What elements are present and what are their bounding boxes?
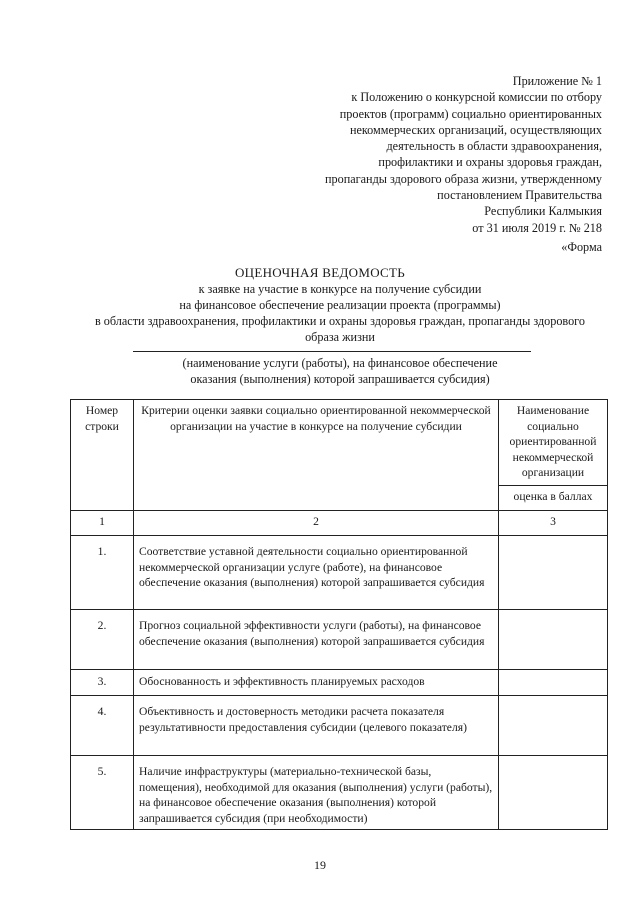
appendix-line: пропаганды здорового образа жизни, утвержденному: [325, 171, 602, 186]
header-organization: Наименование социально ориентированной некоммерческой организации: [499, 400, 608, 486]
criteria-text: Наличие инфраструктуры (материально-технической базы, помещения), необходимой для оказания (выполнения) услуги (работы), на финансовое обеспечение оказания (выполнения) которой запрашивается субсидия (при необходимости): [134, 756, 499, 830]
column-number: 1: [71, 511, 134, 536]
table-row: [71, 610, 608, 670]
row-number: 5.: [71, 756, 134, 830]
header-score: оценка в баллах: [499, 485, 608, 510]
appendix-block: [272, 73, 602, 236]
header-row-number: Номер строки: [71, 400, 134, 511]
appendix-line: некоммерческих организаций, осуществляющих: [349, 122, 602, 137]
appendix-line: Приложение № 1: [512, 74, 602, 88]
criteria-text: Прогноз социальной эффективности услуги (работы), на финансовое обеспечение оказания (выполнения) которой запрашивается субсидия: [134, 610, 499, 670]
appendix-line: к Положению о конкурсной комиссии по отбору: [351, 90, 602, 105]
service-caption-line: (наименование услуги (работы), на финансовое обеспечение: [182, 356, 498, 370]
header-criteria: Критерии оценки заявки социально ориентированной некоммерческой организации на участие в конкурсе на получение субсидии: [134, 400, 499, 511]
table-row: [71, 696, 608, 756]
column-number: 2: [134, 511, 499, 536]
criteria-text: Обоснованность и эффективность планируемых расходов: [134, 670, 499, 696]
column-numbers-row: [71, 511, 608, 536]
table-row: [71, 756, 608, 830]
score-cell[interactable]: [499, 696, 608, 756]
subtitle-line: к заявке на участие в конкурсе на получение субсидии: [198, 282, 482, 296]
service-name-rule: [133, 351, 531, 352]
table-header-row: [71, 400, 608, 486]
subtitle-line: образа жизни: [305, 330, 375, 344]
appendix-line: деятельность в области здравоохранения,: [386, 139, 602, 154]
score-cell[interactable]: [499, 670, 608, 696]
evaluation-table: [70, 399, 608, 830]
appendix-line: профилактики и охраны здоровья граждан,: [378, 155, 602, 170]
service-caption-line: оказания (выполнения) которой запрашивается субсидия): [190, 372, 490, 386]
row-number: 1.: [71, 536, 134, 610]
service-caption: [60, 355, 620, 387]
row-number: 2.: [71, 610, 134, 670]
column-number: 3: [499, 511, 608, 536]
subtitle-line: на финансовое обеспечение реализации проекта (программы): [179, 298, 501, 312]
document-subtitle: [60, 281, 620, 345]
criteria-text: Объективность и достоверность методики расчета показателя результативности предоставления субсидии (целевого показателя): [134, 696, 499, 756]
table-row: [71, 670, 608, 696]
appendix-line: от 31 июля 2019 г. № 218: [472, 220, 602, 235]
appendix-line: проектов (программ) социально ориентированных: [339, 106, 602, 121]
score-cell[interactable]: [499, 536, 608, 610]
document-title: ОЦЕНОЧНАЯ ВЕДОМОСТЬ: [234, 265, 406, 280]
appendix-line: Республики Калмыкия: [484, 204, 602, 219]
subtitle-line: в области здравоохранения, профилактики и охраны здоровья граждан, пропаганды здорового: [95, 314, 585, 328]
row-number: 4.: [71, 696, 134, 756]
row-number: 3.: [71, 670, 134, 696]
page-number: 19: [314, 858, 326, 872]
table-row: [71, 536, 608, 610]
form-label: «Форма: [561, 240, 602, 254]
score-cell[interactable]: [499, 756, 608, 830]
criteria-text: Соответствие уставной деятельности социально ориентированной некоммерческой организации услуге (работе), на финансовое обеспечение оказания (выполнения) которой запрашивается субсидия: [134, 536, 499, 610]
score-cell[interactable]: [499, 610, 608, 670]
appendix-line: постановлением Правительства: [437, 188, 602, 203]
